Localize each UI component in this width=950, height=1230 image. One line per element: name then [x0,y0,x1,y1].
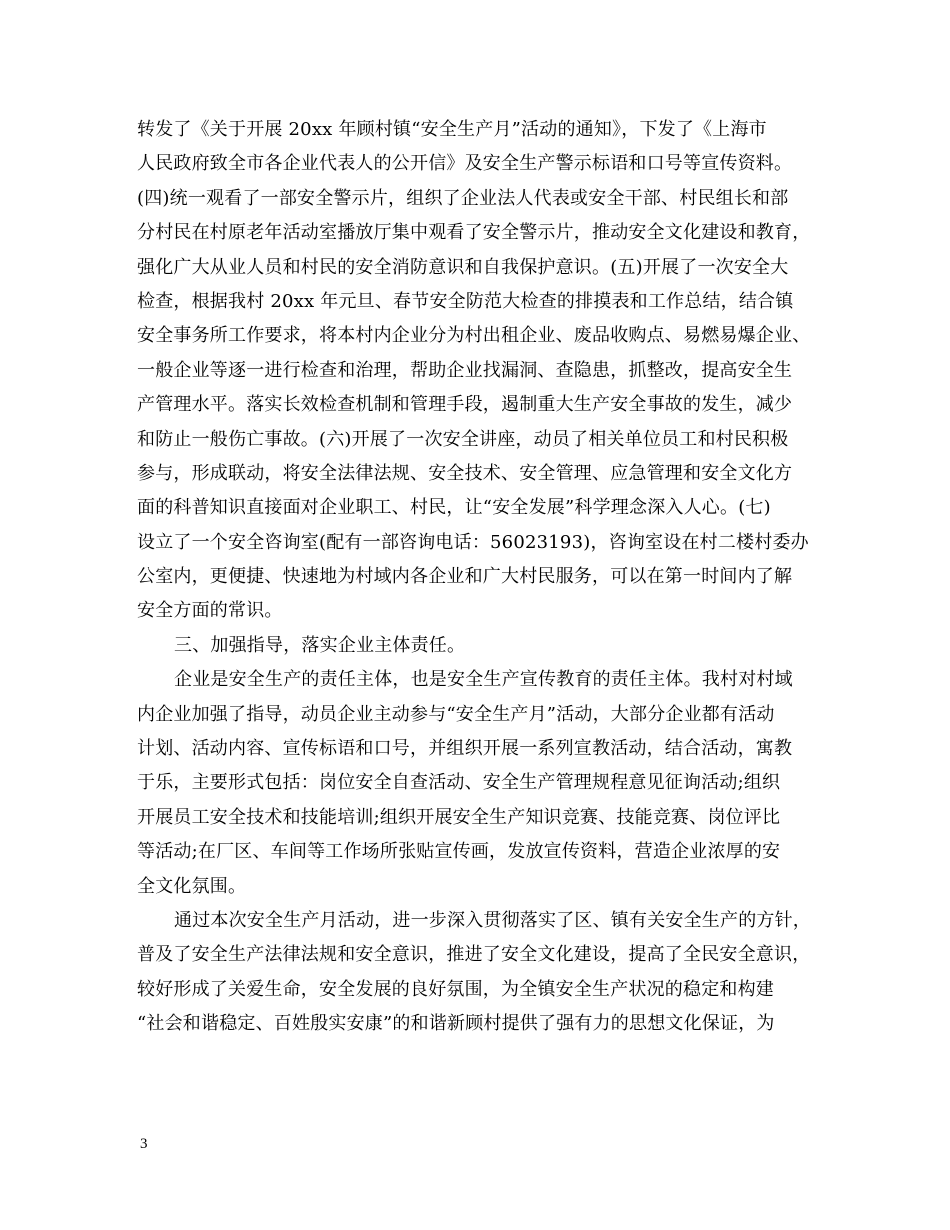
text-line: 较好形成了关爱生命，安全发展的良好氛围，为全镇安全生产状况的稳定和构建 [137,978,774,1000]
text-line: 分村民在村原老年活动室播放厅集中观看了安全警示片，推动安全文化建设和教育， [137,222,811,244]
text-line: 检查，根据我村 20xx 年元旦、春节安全防范大检查的排摸表和工作总结，结合镇 [137,290,794,312]
body-text [137,113,827,1042]
text-line: 参与，形成联动，将安全法律法规、安全技术、安全管理、应急管理和安全文化方 [137,462,793,484]
text-line: 强化广大从业人员和村民的安全消防意识和自我保护意识。(五)开展了一次安全大 [137,256,789,278]
text-line: 和防止一般伤亡事故。(六)开展了一次安全讲座，动员了相关单位员工和村民积极 [137,428,789,450]
section-heading: 三、加强指导，落实企业主体责任。 [174,634,466,656]
text-line: (四)统一观看了一部安全警示片，组织了企业法人代表或安全干部、村民组长和部 [137,187,789,209]
text-line: 计划、活动内容、宣传标语和口号，并组织开展一系列宣教活动，结合活动，寓教 [137,738,793,760]
text-line: 公室内，更便捷、快速地为村域内各企业和广大村民服务，可以在第一时间内了解 [137,566,793,588]
text-line: 设立了一个安全咨询室(配有一部咨询电话：56023193)，咨询室设在村二楼村委办 [137,531,809,553]
text-line: 转发了《关于开展 20xx 年顾村镇“安全生产月”活动的通知》，下发了《上海市 [137,119,767,140]
text-line: 面的科普知识直接面对企业职工、村民，让“安全发展”科学理念深入人心。(七) [137,497,771,519]
text-line: 于乐，主要形式包括：岗位安全自查活动、安全生产管理规程意见征询活动;组织 [137,772,781,794]
text-line: 开展员工安全技术和技能培训;组织开展安全生产知识竞赛、技能竞赛、岗位评比 [137,806,781,828]
text-line: 内企业加强了指导，动员企业主动参与“安全生产月”活动，大部分企业都有活动 [137,703,775,725]
text-line: 安全方面的常识。 [137,600,283,622]
text-line: 等活动;在厂区、车间等工作场所张贴宣传画，发放宣传资料，营造企业浓厚的安 [137,841,781,863]
text-line: 产管理水平。落实长效检查机制和管理手段，遏制重大生产安全事故的发生，减少 [137,394,793,416]
text-line: 人民政府致全市各企业代表人的公开信》及安全生产警示标语和口号等宣传资料。 [137,153,793,175]
text-line: “社会和谐稳定、百姓殷实安康”的和谐新顾村提供了强有力的思想文化保证，为 [137,1013,775,1035]
text-line: 企业是安全生产的责任主体，也是安全生产宣传教育的责任主体。我村对村域 [174,669,793,691]
text-line: 通过本次安全生产月活动，进一步深入贯彻落实了区、镇有关安全生产的方针， [174,909,811,931]
page-number: 3 [140,1136,148,1152]
text-line: 普及了安全生产法律法规和安全意识，推进了安全文化建设，提高了全民安全意识， [137,944,811,966]
text-line: 全文化氛围。 [137,875,247,897]
text-line: 一般企业等逐一进行检查和治理，帮助企业找漏洞、查隐患，抓整改，提高安全生 [137,359,793,381]
text-line: 安全事务所工作要求，将本村内企业分为村出租企业、废品收购点、易燃易爆企业、 [137,325,811,347]
